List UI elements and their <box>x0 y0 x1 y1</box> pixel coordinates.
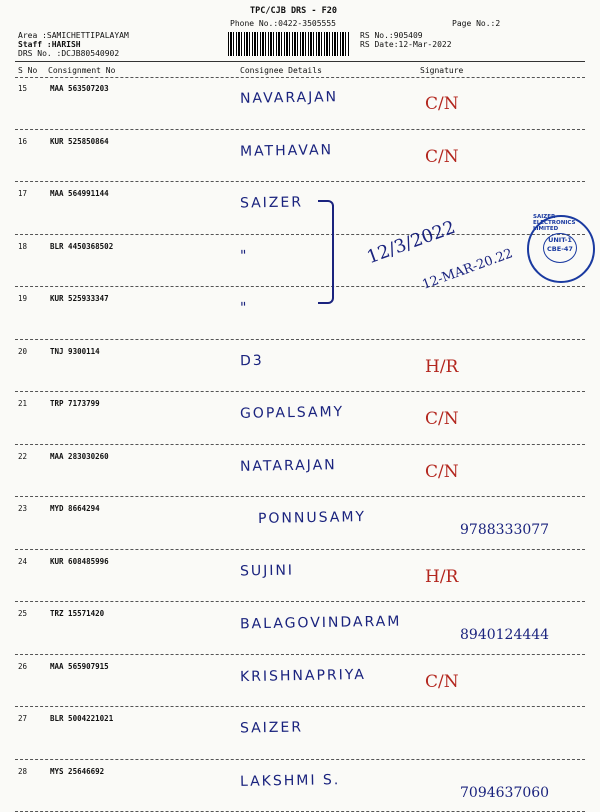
row-sno: 24 <box>18 556 28 566</box>
row-signature: 7094637060 <box>460 784 550 801</box>
row-signature: C/N <box>425 671 459 692</box>
row-consignment-no: MAA 283030260 <box>50 451 109 461</box>
area-label: Area :SAMICHETTIPALAYAM <box>18 31 129 40</box>
row-separator <box>15 234 585 235</box>
col-consignee: Consignee Details <box>240 66 322 75</box>
seal-ring-text: SAIZER ELECTRONICS LIMITED <box>533 214 576 232</box>
row-separator <box>15 444 585 445</box>
document-title: TPC/CJB DRS - F20 <box>250 6 337 16</box>
row-sno: 21 <box>18 399 28 408</box>
row-separator <box>15 654 585 655</box>
row-consignee-name: PONNUSAMY <box>257 509 367 527</box>
row-consignment-no: MAA 564991144 <box>50 189 109 198</box>
row-separator <box>15 181 585 182</box>
row-consignment-no: KUR 608485996 <box>50 556 109 566</box>
row-signature: 8940124444 <box>460 627 550 643</box>
row-separator <box>15 601 585 602</box>
row-separator <box>15 549 585 550</box>
company-seal <box>527 215 595 283</box>
rs-date: RS Date:12-Mar-2022 <box>360 40 452 49</box>
row-sno: 17 <box>18 189 28 198</box>
row-consignment-no: TNJ 9300114 <box>50 346 100 356</box>
col-sno: S No <box>18 66 38 75</box>
row-consignee-name: MATHAVAN <box>239 141 334 160</box>
row-sno: 26 <box>18 661 28 671</box>
handwritten-date: 12/3/2022 <box>364 216 459 269</box>
row-consignee-name: D3 <box>239 352 264 369</box>
row-consignee-name: NAVARAJAN <box>239 89 339 107</box>
row-consignment-no: BLR 4450368502 <box>50 241 114 251</box>
row-consignee-name: SUJINI <box>239 562 295 579</box>
row-sno: 28 <box>18 766 28 776</box>
row-signature: C/N <box>425 94 459 114</box>
row-signature: C/N <box>425 461 459 482</box>
barcode <box>228 32 350 56</box>
row-sno: 22 <box>18 451 28 461</box>
row-separator <box>15 286 585 287</box>
row-consignment-no: TRZ 15571420 <box>50 609 105 618</box>
col-consignment: Consignment No <box>48 66 116 75</box>
row-consignee-name: SAIZER <box>239 719 304 737</box>
column-rule <box>15 77 585 78</box>
row-signature: 9788333077 <box>460 522 550 538</box>
seal-unit: UNIT-1 <box>548 236 572 244</box>
row-consignment-no: BLR 5004221021 <box>50 714 114 723</box>
row-consignee-name: NATARAJAN <box>239 456 337 475</box>
row-sno: 15 <box>18 84 28 93</box>
row-signature: H/R <box>425 566 459 587</box>
row-consignee-name: SAIZER <box>239 194 304 212</box>
rs-number: RS No.:905409 <box>360 31 423 40</box>
phone-number: Phone No.:0422-3505555 <box>230 19 336 28</box>
handwritten-date-2: 12-MAR-20.22 <box>420 246 515 293</box>
drs-number: DRS No. :DCJB80540902 <box>18 49 120 58</box>
row-separator <box>15 496 585 497</box>
row-consignee-name: BALAGOVINDARAM <box>239 613 402 633</box>
row-consignee-name: " <box>239 299 249 317</box>
row-sno: 16 <box>18 136 28 146</box>
row-consignee-name: LAKSHMI S. <box>239 771 341 790</box>
seal-code: CBE-47 <box>547 245 573 253</box>
row-consignment-no: KUR 525850864 <box>50 136 109 146</box>
row-consignee-name: KRISHNAPRIYA <box>239 666 366 685</box>
row-separator <box>15 129 585 130</box>
staff-label: Staff :HARISH <box>18 40 81 49</box>
seal-inner <box>543 233 577 263</box>
row-consignment-no: MYS 25646692 <box>50 766 105 776</box>
row-separator <box>15 759 585 760</box>
row-sno: 19 <box>18 294 28 303</box>
row-consignee-name: " <box>239 247 249 264</box>
row-consignment-no: TRP 7173799 <box>50 399 100 408</box>
row-separator <box>15 391 585 392</box>
row-separator <box>15 706 585 707</box>
row-separator <box>15 339 585 340</box>
row-consignment-no: MYD 8664294 <box>50 504 100 513</box>
page-number: Page No.:2 <box>452 19 501 28</box>
row-consignment-no: KUR 525933347 <box>50 294 109 303</box>
row-consignee-name: GOPALSAMY <box>239 404 345 422</box>
row-signature: C/N <box>425 409 459 429</box>
col-signature: Signature <box>420 66 464 75</box>
row-sno: 18 <box>18 241 28 251</box>
row-consignment-no: MAA 565907915 <box>50 661 109 671</box>
row-signature: C/N <box>425 146 459 167</box>
row-sno: 25 <box>18 609 28 618</box>
row-consignment-no: MAA 563507203 <box>50 84 109 93</box>
row-signature: H/R <box>425 356 459 377</box>
row-sno: 27 <box>18 714 28 723</box>
header-rule <box>15 61 585 62</box>
row-sno: 23 <box>18 504 28 513</box>
bracket-mark <box>318 200 334 304</box>
row-sno: 20 <box>18 346 28 356</box>
